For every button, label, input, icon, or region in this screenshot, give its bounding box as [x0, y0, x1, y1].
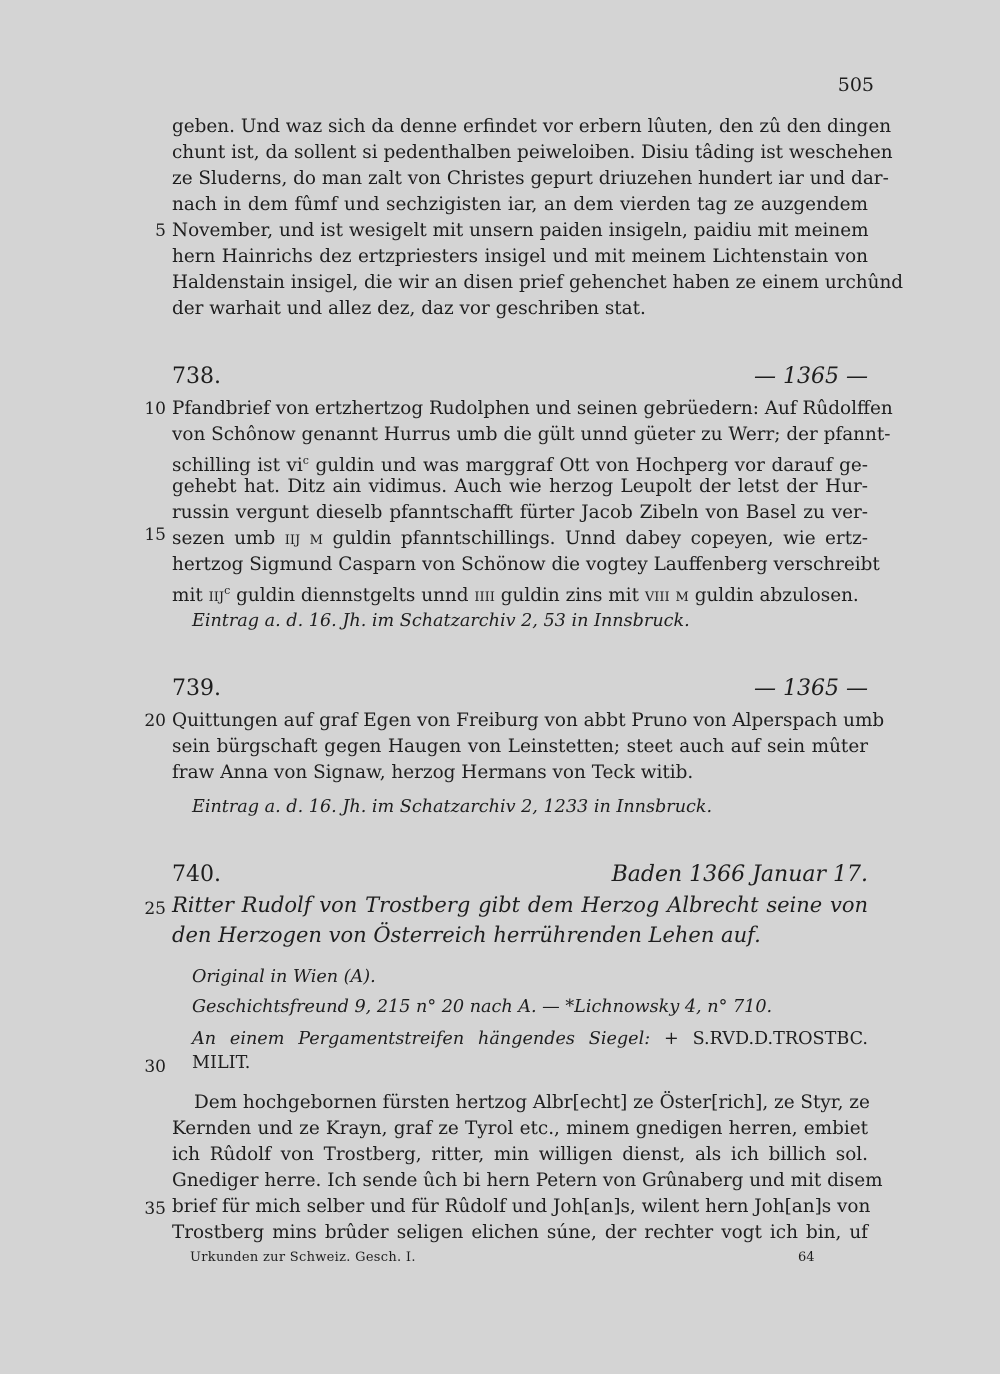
source-note: Original in Wien (A). — [192, 967, 376, 987]
seal-legend: + S.RVD.D.TROSTBC. — [664, 1029, 868, 1049]
line-number: 30 — [144, 1057, 166, 1077]
regest-line: Ritter Rudolf von Trostberg gibt dem Herzog Albrecht seine von — [172, 893, 868, 917]
text-line: geben. Und waz sich da denne erfindet vor erbern lûuten, den zû den dingen — [172, 116, 892, 137]
text-line: schilling ist $vi^c$ guldin und was marggraf Ott von Hochperg vor darauf ge- — [172, 454, 868, 477]
text-line: brief für mich selber und für Rûdolf und Joh[an]s, wilent hern Joh[an]s von — [172, 1196, 871, 1217]
line-number: 15 — [144, 525, 166, 545]
source-note: Eintrag a. d. 16. Jh. im Schatzarchiv 2, 1233 in Innsbruck. — [192, 797, 713, 817]
text-line: Haldenstain insigel, die wir an disen prief gehenchet haben ze einem urchûnd — [172, 272, 904, 293]
text-line: Dem hochgebornen fürsten hertzog Albr[echt] ze Öster[rich], ze Styr, ze — [194, 1092, 870, 1113]
seal-note: An einem Pergamentstreifen hängendes Siegel: + S.RVD.D.TROSTBC. — [192, 1029, 868, 1049]
text-line: hern Hainrichs dez ertzpriesters insigel und mit meinem Lichtenstain von — [172, 246, 868, 267]
text-line: nach in dem fûmf und sechzigisten iar, an dem vierden tag ze auzgendem — [172, 194, 868, 215]
text-line: der warhait und allez dez, daz vor geschriben stat. — [172, 298, 646, 319]
entry-date: — 1365 — — [754, 364, 868, 389]
entry-738-heading — [172, 362, 868, 392]
line-number: 5 — [155, 221, 166, 241]
text-line: Kernden und ze Krayn, graf ze Tyrol etc., minem gnedigen herren, embiet — [172, 1118, 868, 1139]
page-number: 505 — [837, 74, 874, 96]
entry-number: 739. — [172, 676, 221, 701]
line-number: 10 — [144, 399, 166, 419]
text-line: sezen umb iij m guldin pfanntschillings. Unnd dabey copeyen, wie ertz- — [172, 528, 868, 549]
entry-date: Baden 1366 Januar 17. — [611, 862, 868, 887]
text-line: fraw Anna von Signaw, herzog Hermans von Teck witib. — [172, 762, 694, 783]
text-line: ze Sluderns, do man zalt von Christes gepurt driuzehen hundert iar und dar- — [172, 168, 889, 189]
footer-signature: 64 — [798, 1250, 815, 1265]
line-number: 20 — [144, 711, 166, 731]
seal-legend-cont: MILIT. — [192, 1053, 251, 1073]
entry-date: — 1365 — — [754, 676, 868, 701]
text-line: Trostberg mins brûder seligen elichen súne, der rechter vogt ich bin, uf — [172, 1222, 868, 1243]
entry-740-heading — [172, 860, 868, 890]
source-note: Eintrag a. d. 16. Jh. im Schatzarchiv 2, 53 in Innsbruck. — [192, 611, 690, 631]
source-note: Geschichtsfreund 9, 215 n° 20 nach A. — *Lichnowsky 4, n° 710. — [192, 997, 773, 1017]
text-line: November, und ist wesigelt mit unsern paiden insigeln, paidiu mit meinem — [172, 220, 869, 241]
line-number: 35 — [144, 1199, 166, 1219]
text-line: von Schônow genannt Hurrus umb die gült unnd güeter zu Werr; der pfannt- — [172, 424, 891, 445]
text-line: sein bürgschaft gegen Haugen von Leinstetten; steet auch auf sein mûter — [172, 736, 868, 757]
text-line: ich Rûdolf von Trostberg, ritter, min willigen dienst, als ich billich sol. — [172, 1144, 868, 1165]
regest-line: den Herzogen von Österreich herrührenden Lehen auf. — [172, 923, 761, 947]
entry-number: 740. — [172, 862, 221, 887]
entry-number: 738. — [172, 364, 221, 389]
line-number: 25 — [144, 899, 166, 919]
footer-series-title: Urkunden zur Schweiz. Gesch. I. — [190, 1250, 416, 1265]
text-line: Pfandbrief von ertzhertzog Rudolphen und seinen gebrüedern: Auf Rûdolffen — [172, 398, 893, 419]
text-line: Gnediger herre. Ich sende ûch bi hern Petern von Grûnaberg und mit disem — [172, 1170, 883, 1191]
text-line: gehebt hat. Ditz ain vidimus. Auch wie herzog Leupolt der letst der Hur- — [172, 476, 868, 497]
text-line: mit iij$^c$ guldin diennstgelts unnd iiii guldin zins mit viii m guldin abzulosen. — [172, 584, 859, 607]
text-line: russin vergunt dieselb pfanntschafft fürter Jacob Zibeln von Basel zu ver- — [172, 502, 868, 523]
entry-739-heading — [172, 674, 868, 704]
text-line: Quittungen auf graf Egen von Freiburg von abbt Pruno von Alperspach umb — [172, 710, 885, 731]
text-line: hertzog Sigmund Casparn von Schönow die vogtey Lauffenberg verschreibt — [172, 554, 880, 575]
text-line: chunt ist, da sollent si pedenthalben peiweloiben. Disiu tâding ist weschehen — [172, 142, 893, 163]
